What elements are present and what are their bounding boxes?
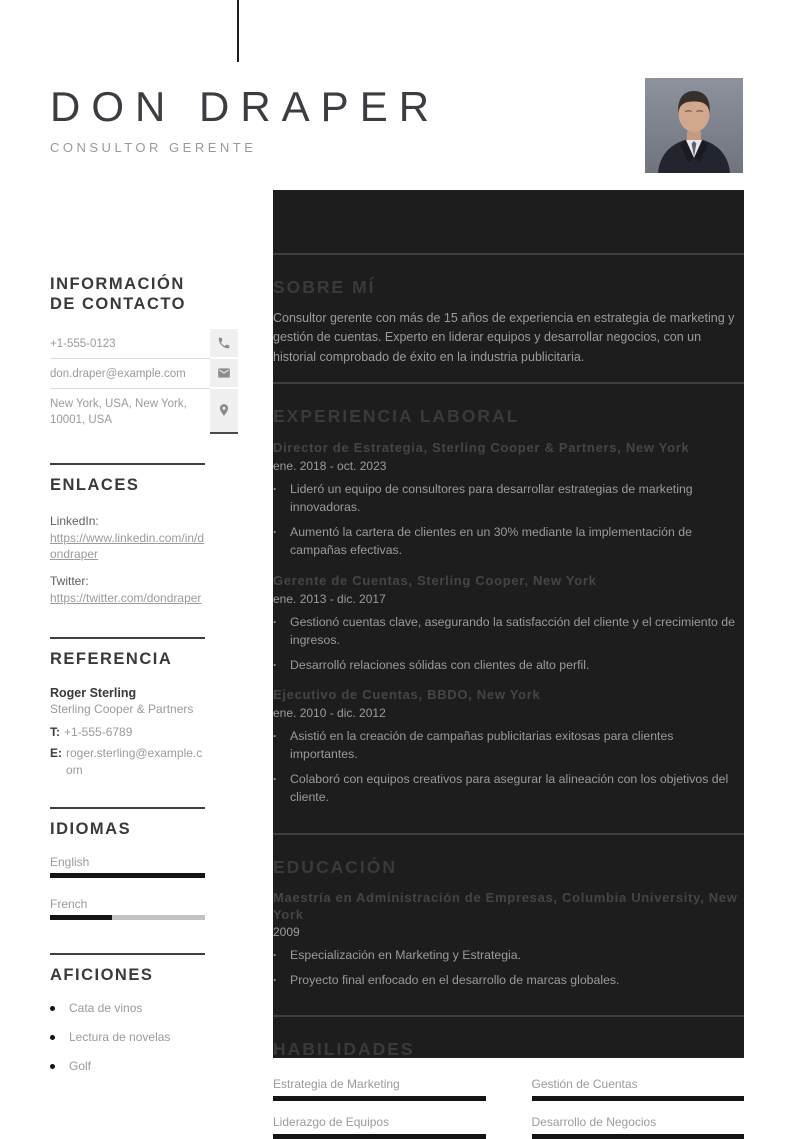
bullet-dot-icon (50, 1035, 55, 1040)
phone-value: +1-555-0123 (50, 329, 210, 359)
bullet-text: Aumentó la cartera de clientes en un 30% mediante la implementación de campañas efectivas. (290, 524, 692, 558)
job-dates: ene. 2013 - dic. 2017 (273, 591, 386, 606)
bullet-marker: · (273, 728, 277, 743)
bullet-marker: · (273, 948, 277, 963)
hobby-item (50, 1030, 205, 1044)
contact-heading: INFORMACIÓN DE CONTACTO (50, 275, 186, 313)
twitter-link[interactable]: https://twitter.com/dondraper (50, 591, 202, 606)
bullet-text: Lideró un equipo de consultores para desarrollar estrategias de marketing innovadoras. (290, 482, 693, 515)
location-icon (210, 389, 238, 434)
bullet-marker: · (273, 482, 277, 497)
portrait-illustration (645, 78, 743, 173)
bullet-item (273, 480, 744, 517)
reference-section-rule (50, 637, 205, 639)
about-heading: SOBRE MÍ (273, 277, 376, 297)
bullet-item (273, 656, 744, 674)
job-bullets (273, 480, 744, 560)
reference-heading: REFERENCIA (50, 650, 173, 669)
profile-photo (645, 78, 743, 173)
address-value: New York, USA, New York, 10001, USA (50, 397, 187, 426)
hobby-item (50, 1059, 205, 1073)
linkedin-label: LinkedIn: (50, 513, 99, 528)
education-section-rule (273, 833, 744, 835)
language-name: French (50, 897, 88, 912)
experience-section-rule (273, 382, 744, 384)
skill-level-bar (273, 1134, 486, 1139)
reference-name: Roger Sterling (50, 686, 137, 701)
hobbies-list (50, 1001, 205, 1073)
education-bullets (273, 946, 744, 989)
hobbies-heading: AFICIONES (50, 966, 154, 985)
bullet-text: Asistió en la creación de campañas publicitarias exitosas para clientes importantes. (290, 728, 674, 762)
bullet-text: Gestionó cuentas clave, asegurando la satisfacción del cliente y el crecimiento de ingresos. (290, 614, 735, 648)
hobbies-section-rule (50, 953, 205, 955)
bullet-text: Desarrolló relaciones sólidas con clientes de alto perfil. (290, 657, 590, 672)
job-title: CONSULTOR GERENTE (50, 140, 257, 156)
education-heading: EDUCACIÓN (273, 856, 397, 877)
skills-heading: HABILIDADES (273, 1039, 415, 1060)
links-heading: ENLACES (50, 475, 140, 494)
links-section-rule (50, 463, 205, 465)
person-name: DON DRAPER (50, 83, 441, 130)
bullet-item (273, 770, 744, 807)
bullet-marker: · (273, 524, 277, 539)
skill-item (532, 1077, 745, 1101)
job-dates: ene. 2018 - oct. 2023 (273, 459, 387, 474)
sidebar (50, 253, 238, 1073)
skill-item (273, 1115, 486, 1139)
skill-level-fill (273, 1096, 486, 1101)
skill-item (273, 1077, 486, 1101)
bullet-marker: · (273, 614, 277, 629)
skills-section-rule (273, 1015, 744, 1017)
bullet-text: Especialización en Marketing y Estrategia. (290, 948, 522, 963)
language-level-fill (50, 915, 112, 920)
skill-level-fill (532, 1134, 745, 1139)
reference-phone-value: +1-555-6789 (64, 725, 133, 740)
bullet-item (273, 946, 744, 964)
languages-heading: IDIOMAS (50, 819, 132, 838)
twitter-label: Twitter: (50, 574, 89, 589)
skill-level-fill (273, 1134, 486, 1139)
email-value: don.draper@example.com (50, 359, 210, 389)
job-bullets (273, 727, 744, 807)
skill-level-bar (532, 1134, 745, 1139)
reference-email-line (50, 745, 205, 777)
language-level-fill (50, 873, 205, 878)
skill-label: Liderazgo de Equipos (273, 1115, 390, 1130)
skill-label: Gestión de Cuentas (531, 1077, 638, 1092)
contact-list (50, 329, 238, 434)
education-degree: Maestría en Administración de Empresas, Columbia University, New York (273, 889, 738, 922)
reference-company: Sterling Cooper & Partners (50, 702, 194, 717)
phone-icon (210, 329, 238, 357)
reference-phone-line (50, 724, 205, 740)
bullet-item (273, 613, 744, 650)
skill-level-bar (273, 1096, 486, 1101)
job-bullets (273, 613, 744, 674)
bullet-marker: · (273, 771, 277, 786)
experience-entry (273, 687, 744, 807)
about-text: Consultor gerente con más de 15 años de experiencia en estrategia de marketing y gestión de cuentas. Experto en liderar equipos y desarrollar negocios, con un historial comprobado de éxito en la industria publicitaria. (273, 311, 735, 364)
reference-phone-label: T: (50, 725, 60, 740)
job-title-line: Ejecutivo de Cuentas, BBDO, New York (273, 686, 541, 702)
skill-item (532, 1115, 745, 1139)
header (50, 84, 440, 155)
language-name: English (50, 855, 90, 870)
main-column (273, 253, 744, 1139)
bullet-item (273, 727, 744, 764)
bullet-dot-icon (50, 1064, 55, 1069)
contact-row-email (50, 359, 238, 389)
education-year: 2009 (273, 925, 300, 940)
skill-label: Desarrollo de Negocios (531, 1115, 657, 1130)
experience-entry (273, 573, 744, 674)
skill-level-fill (532, 1096, 745, 1101)
language-level-bar (50, 915, 205, 920)
hobby-label: Golf (69, 1059, 92, 1074)
reference-email-label: E: (50, 746, 62, 761)
reference-email-value: roger.sterling@example.com (66, 746, 203, 777)
skill-level-bar (532, 1096, 745, 1101)
contact-row-phone (50, 329, 238, 359)
skill-label: Estrategia de Marketing (273, 1077, 400, 1092)
contact-row-address (50, 389, 238, 434)
languages-section-rule (50, 807, 205, 809)
mail-icon (210, 359, 238, 387)
job-dates: ene. 2010 - dic. 2012 (273, 705, 386, 720)
hobby-label: Cata de vinos (69, 1001, 143, 1016)
bullet-item (273, 971, 744, 989)
bullet-marker: · (273, 657, 277, 672)
hobby-label: Lectura de novelas (69, 1030, 171, 1045)
bullet-marker: · (273, 972, 277, 987)
linkedin-link[interactable]: https://www.linkedin.com/in/dondraper (50, 530, 205, 561)
top-divider-line (237, 0, 239, 62)
hobby-item (50, 1001, 205, 1015)
about-section-rule (273, 253, 744, 255)
experience-entry (273, 440, 744, 560)
bullet-item (273, 523, 744, 560)
language-level-bar (50, 873, 205, 878)
bullet-text: Colaboró con equipos creativos para asegurar la alineación con los objetivos del cliente. (290, 771, 729, 805)
experience-heading: EXPERIENCIA LABORAL (273, 406, 520, 427)
job-title-line: Director de Estrategia, Sterling Cooper & Partners, New York (273, 440, 690, 456)
bullet-text: Proyecto final enfocado en el desarrollo de marcas globales. (290, 972, 620, 987)
bullet-dot-icon (50, 1006, 55, 1011)
job-title-line: Gerente de Cuentas, Sterling Cooper, New York (273, 572, 597, 588)
skills-grid (273, 1077, 744, 1139)
